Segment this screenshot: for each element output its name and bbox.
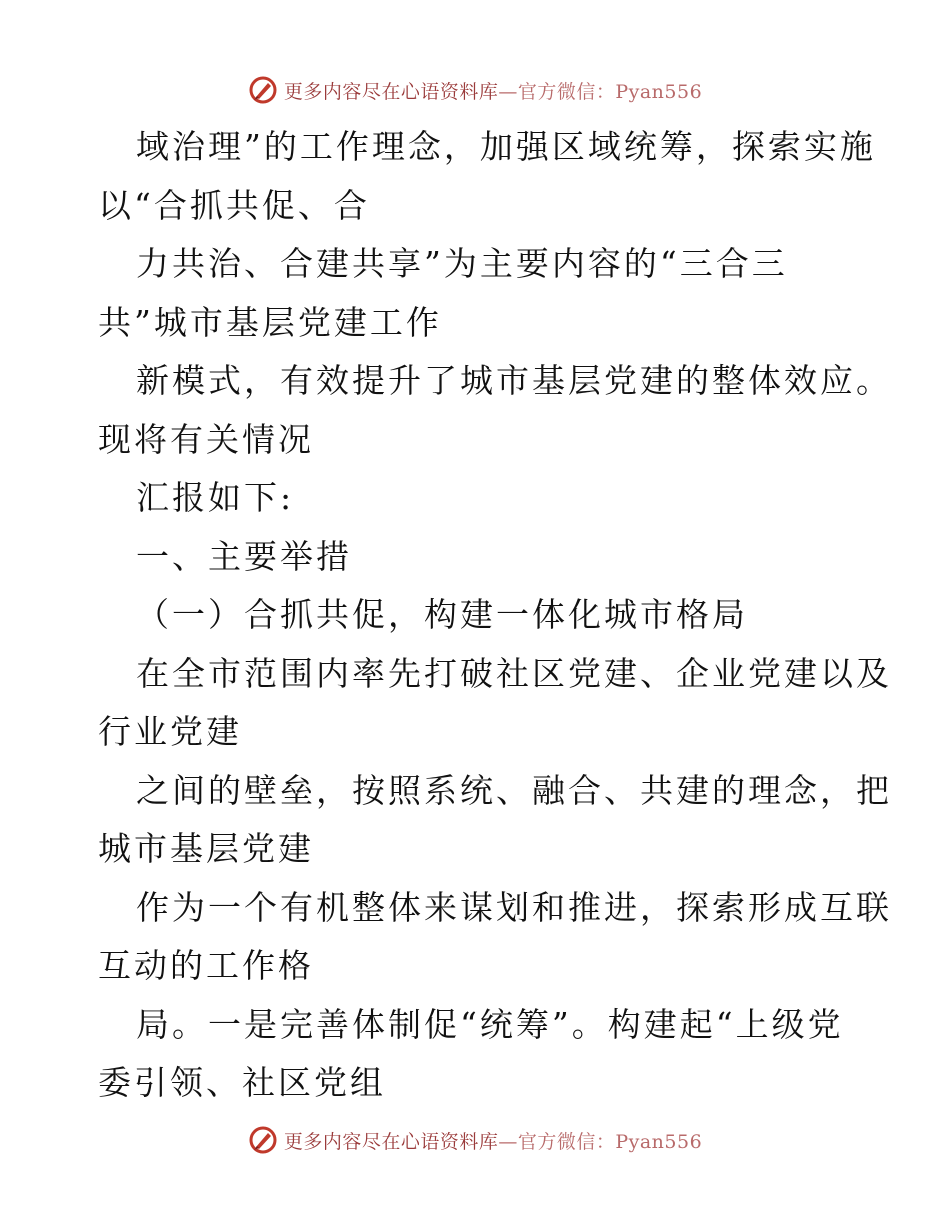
text-line: 作为一个有机整体来谋划和推进，探索形成互联: [136, 887, 892, 927]
text-line: 在全市范围内率先打破社区党建、企业党建以及: [136, 653, 892, 693]
header-banner-text: 更多内容尽在心语资料库—官方微信：Pyan556: [283, 80, 703, 103]
text-line: 城市基层党建: [98, 829, 314, 868]
text-line: 共”城市基层党建工作: [98, 302, 442, 342]
text-line: 力共治、合建共享”为主要内容的“三合三: [136, 244, 788, 283]
text-line: 以“合抓共促、合: [98, 185, 370, 225]
text-line: （一）合抓共促，构建一体化城市格局: [136, 595, 748, 634]
text-line: 现将有关情况: [98, 419, 314, 459]
pen-logo-icon: [248, 75, 278, 105]
text-line: 新模式，有效提升了城市基层党建的整体效应。: [136, 361, 892, 400]
text-line: 行业党建: [98, 712, 242, 751]
text-line: 汇报如下:: [136, 478, 295, 517]
text-line: 一、主要举措: [136, 536, 352, 576]
footer-banner-text: 更多内容尽在心语资料库—官方微信：Pyan556: [283, 1130, 703, 1153]
text-line: 之间的壁垒，按照系统、融合、共建的理念，把: [136, 770, 892, 810]
text-line: 域治理”的工作理念，加强区域统筹，探索实施: [136, 127, 876, 166]
document-body: [98, 118, 892, 1113]
text-line: 互动的工作格: [98, 946, 314, 985]
text-line: 局。一是完善体制促“统筹”。构建起“上级党: [136, 1004, 844, 1044]
text-line: 委引领、社区党组: [98, 1063, 386, 1102]
pen-logo-icon: [248, 1125, 278, 1155]
header-banner: [0, 70, 950, 110]
footer-banner: [0, 1120, 950, 1160]
